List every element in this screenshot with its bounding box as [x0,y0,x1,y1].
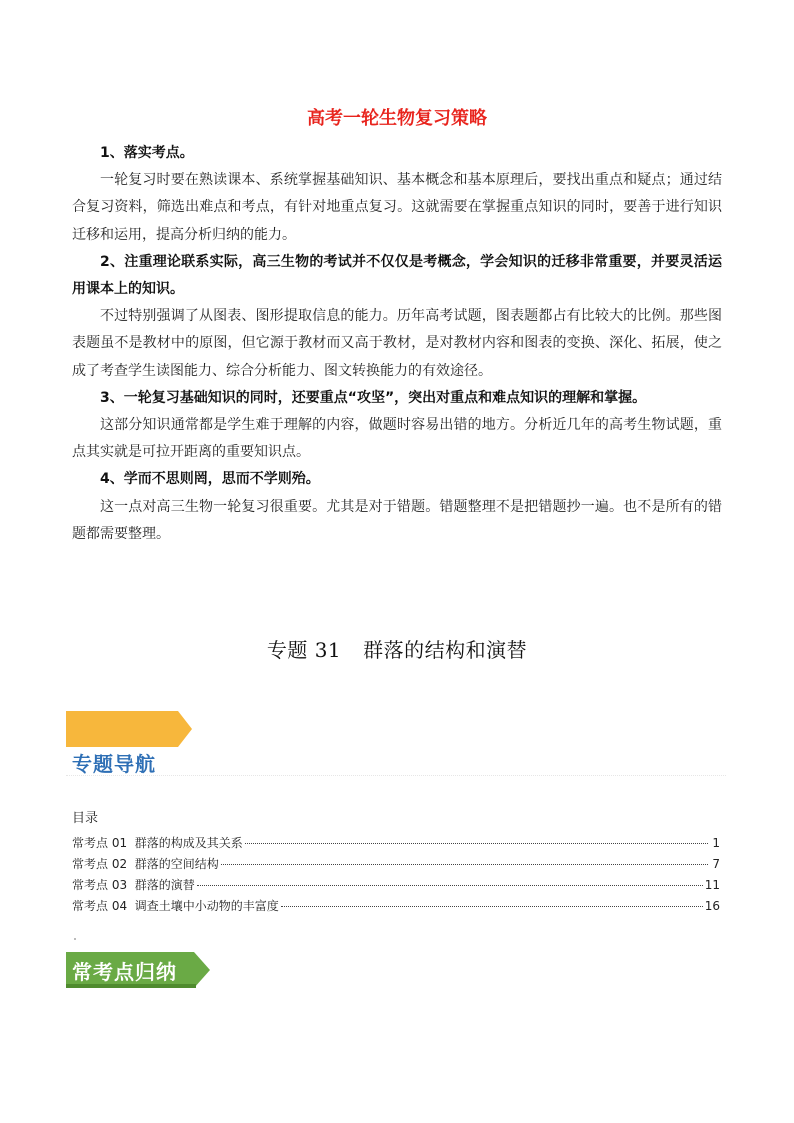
toc-entry-label: 常考点 03 群落的演替 [72,878,195,892]
topic-number: 专题 31 [266,638,342,662]
strategy-body [72,140,722,548]
toc-entry[interactable] [72,855,720,876]
toc-entry-page: 11 [704,878,720,892]
toc-entry-label: 常考点 04 调查土壤中小动物的丰富度 [72,899,279,913]
toc-leader [281,906,703,907]
table-of-contents [72,834,720,918]
strategy-paragraph: 3、一轮复习基础知识的同时，还要重点“攻坚”，突出对重点和难点知识的理解和掌握。 [100,389,647,406]
toc-entry-label: 常考点 01 群落的构成及其关系 [72,836,243,850]
toc-leader [221,864,708,865]
divider [66,775,726,776]
topic-title [0,634,794,663]
decorative-dot [74,938,76,940]
nav-banner [66,711,192,747]
toc-entry[interactable] [72,834,720,855]
strategy-paragraph: 不过特别强调了从图表、图形提取信息的能力。历年高考试题，图表题都占有比较大的比例。那些图表题虽不是教材中的原图，但它源于教材而又高于教材，是对教材内容和图表的变换、深化、拓展，使之成了考查学生读图能力、综合分析能力、图文转换能力的有效途径。 [72,308,722,379]
toc-entry-label: 常考点 02 群落的空间结构 [72,857,219,871]
toc-leader [197,885,703,886]
strategy-paragraph: 4、学而不思则罔，思而不学则殆。 [100,471,320,488]
page-title: 高考一轮生物复习策略 [307,108,487,129]
toc-entry[interactable] [72,897,720,918]
toc-entry-page: 1 [712,836,720,850]
strategy-paragraph: 这一点对高三生物一轮复习很重要。尤其是对于错题。错题整理不是把错题抄一遍。也不是所有的错题都需要整理。 [72,498,722,542]
topic-name: 群落的结构和演替 [363,638,528,662]
nav-banner-label: 专题导航 [72,752,156,776]
strategy-paragraph: 一轮复习时要在熟读课本、系统掌握基础知识、基本概念和基本原理后，要找出重点和疑点；通过结合复习资料，筛选出难点和考点，有针对地重点复习。这就需要在掌握重点知识的同时，要善于进行知识迁移和运用，提高分析归纳的能力。 [72,172,722,243]
toc-leader [245,843,708,844]
key-points-banner-label: 常考点归纳 [72,960,177,984]
toc-entry[interactable] [72,876,720,897]
toc-entry-page: 16 [704,899,720,913]
toc-entry-page: 7 [712,857,720,871]
toc-heading: 目录 [72,811,99,826]
strategy-paragraph: 这部分知识通常都是学生难于理解的内容，做题时容易出错的地方。分析近几年的高考生物试题，重点其实就是可拉开距离的重要知识点。 [72,417,722,461]
strategy-paragraph: 2、注重理论联系实际，高三生物的考试并不仅仅是考概念，学会知识的迁移非常重要，并要灵活运用课本上的知识。 [72,253,722,298]
strategy-paragraph: 1、落实考点。 [100,145,194,161]
